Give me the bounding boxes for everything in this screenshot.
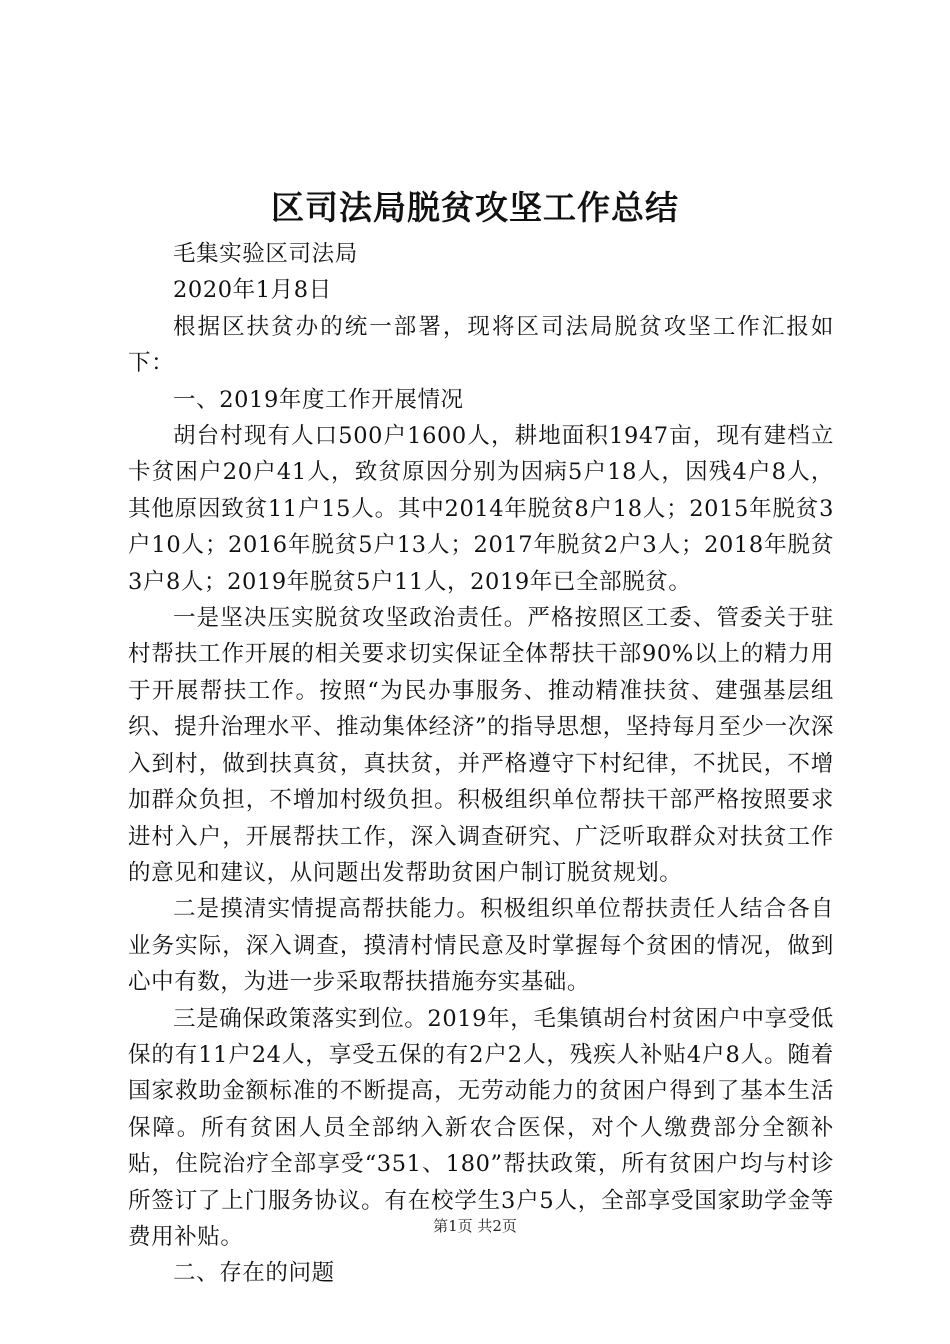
paragraph-intro: 根据区扶贫办的统一部署，现将区司法局脱贫攻坚工作汇报如下： bbox=[128, 313, 834, 377]
section-heading-1: 一、2019年度工作开展情况 bbox=[173, 386, 464, 413]
paragraph-political-responsibility: 一是坚决压实脱贫攻坚政治责任。严格按照区工委、管委关于驻村帮扶工作开展的相关要求切实保证全体帮扶干部90%以上的精力用于开展帮扶工作。按照“为民办事服务、推动精准扶贫、建强基层组织、提升治理水平、推动集体经济”的指导思想，坚持每月至少一次深入到村，做到扶真贫，真扶贫，并严格遵守下村纪律，不扰民，不增加群众负担，不增加村级负担。积极组织单位帮扶干部严格按照要求进村入户，开展帮扶工作，深入调查研究、广泛听取群众对扶贫工作的意见和建议，从问题出发帮助贫困户制订脱贫规划。 bbox=[128, 605, 834, 886]
section-heading-2: 二、存在的问题 bbox=[173, 1260, 335, 1287]
document-title: 区司法局脱贫攻坚工作总结 bbox=[271, 188, 679, 227]
date-line: 2020年1月8日 bbox=[173, 277, 332, 304]
document-body bbox=[128, 236, 834, 1292]
paragraph-village-overview: 胡台村现有人口500户1600人，耕地面积1947亩，现有建档立卡贫困户20户41人，致贫原因分别为因病5户18人，因残4户8人，其他原因致贫11户15人。其中2014年脱贫8户18人；2015年脱贫3户10人；2016年脱贫5户13人；2017年脱贫2户3人；2018年脱贫3户8人；2019年脱贫5户11人，2019年已全部脱贫。 bbox=[128, 423, 834, 595]
page-number-footer: 第1页 共2页 bbox=[433, 1217, 517, 1235]
paragraph-policy-implementation: 三是确保政策落实到位。2019年，毛集镇胡台村贫困户中享受低保的有11户24人，享受五保的有2户2人，残疾人补贴4户8人。随着国家救助金额标准的不断提高，无劳动能力的贫困户得到了基本生活保障。所有贫困人员全部纳入新农合医保，对个人缴费部分全额补贴，住院治疗全部享受“351、180”帮扶政策，所有贫困户均与村诊所签订了上门服务协议。有在校学生3户5人，全部享受国家助学金等费用补贴。 bbox=[128, 1005, 834, 1250]
paragraph-assistance-capacity: 二是摸清实情提高帮扶能力。积极组织单位帮扶责任人结合各自业务实际，深入调查，摸清村情民意及时掌握每个贫困的情况，做到心中有数，为进一步采取帮扶措施夯实基础。 bbox=[128, 896, 834, 996]
author-line: 毛集实验区司法局 bbox=[173, 241, 358, 267]
